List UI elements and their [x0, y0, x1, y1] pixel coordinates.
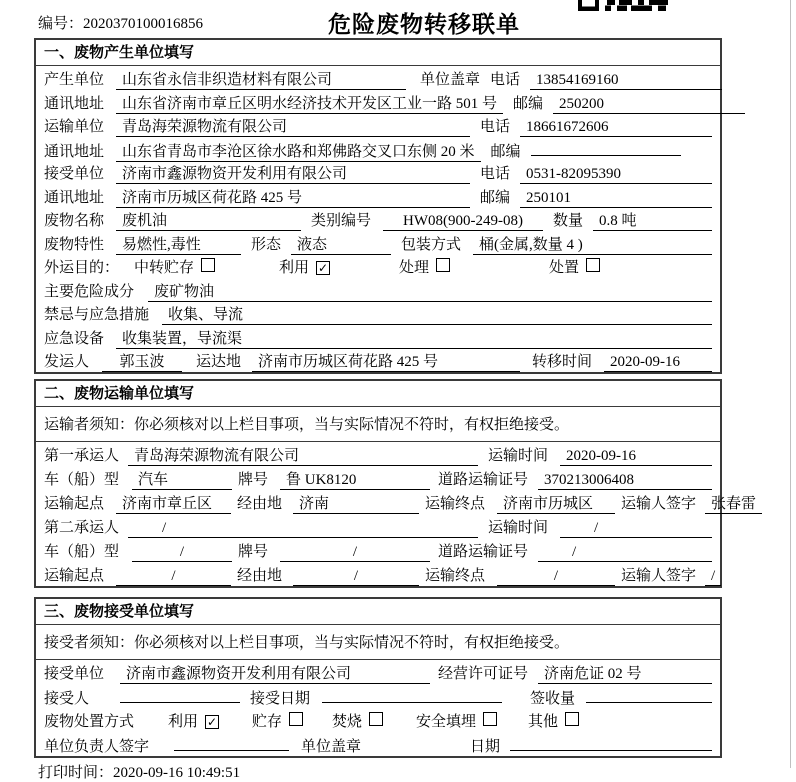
purpose-option-use — [279, 256, 399, 277]
waste-trait-label: 废物特性 — [44, 236, 105, 253]
via-label: 经由地 — [237, 495, 283, 512]
option-label: 贮存 — [252, 713, 283, 730]
transport-time-label: 运输时间 — [488, 447, 549, 464]
category-code-value: HW08(900-249-08) — [383, 213, 543, 231]
producer-phone-value: 13854169160 — [530, 72, 722, 90]
field-row-shipper — [36, 348, 720, 372]
quantity-value: 0.8 吨 — [593, 209, 712, 231]
transporter-unit-label: 运输单位 — [44, 119, 105, 135]
field-row-hazard-component — [36, 278, 720, 302]
phone-label: 电话 — [480, 166, 511, 182]
section-receiver — [34, 597, 722, 758]
transporter-unit-value: 青岛海荣源物流有限公司 — [116, 115, 470, 137]
date-label: 日期 — [470, 738, 501, 755]
second-carrier-value: / — [128, 520, 478, 538]
field-row-disposal-method — [36, 708, 720, 732]
purpose-option-storage — [134, 256, 279, 277]
print-time — [34, 758, 722, 782]
option-label: 利用 — [168, 713, 199, 730]
transport-time-label: 运输时间 — [488, 519, 549, 536]
disposal-method-label: 废物处置方式 — [44, 713, 135, 730]
option-label: 其他 — [528, 713, 559, 730]
field-row-carrier1 — [36, 442, 720, 466]
carrier-signature-value: 张春雷 — [705, 492, 762, 514]
via-value: / — [293, 568, 419, 586]
vehicle-type-value: / — [132, 544, 232, 562]
plate-number-value: 鲁 UK8120 — [280, 468, 430, 490]
packing-value: 桶(金属,数量 4 ) — [473, 233, 712, 255]
checkbox — [289, 712, 303, 726]
receive-person-label: 接受人 — [44, 690, 90, 707]
carrier-signature-value: / — [705, 568, 721, 586]
address-label: 通讯地址 — [44, 95, 105, 112]
road-permit-label: 道路运输证号 — [438, 543, 529, 560]
vehicle-type-label: 车（船）型 — [44, 471, 120, 488]
responsible-signature-label: 单位负责人签字 — [44, 738, 150, 755]
producer-zip-value: 250200 — [553, 96, 745, 114]
signed-amount-value — [586, 686, 712, 703]
signed-amount-label: 签收量 — [530, 690, 576, 707]
checkbox — [201, 258, 215, 272]
quantity-label: 数量 — [553, 213, 584, 229]
origin-value: 济南市章丘区 — [116, 492, 231, 514]
carrier-signature-label: 运输人签字 — [621, 567, 697, 584]
field-row-route1 — [36, 490, 757, 514]
address-label: 通讯地址 — [44, 143, 105, 160]
page-title: 危险废物转移联单 — [328, 11, 520, 37]
destination-value: 济南市历城区荷花路 425 号 — [252, 350, 520, 372]
serial-number — [38, 12, 203, 33]
field-row-transporter-address — [36, 137, 720, 161]
first-carrier-label: 第一承运人 — [44, 447, 120, 464]
transporter-phone-value: 18661672606 — [520, 119, 712, 137]
receiver-phone-value: 0531-82095390 — [520, 166, 712, 184]
endpoint-value: / — [497, 568, 615, 586]
transfer-time-value: 2020-09-16 — [604, 354, 712, 372]
hazard-component-label: 主要危险成分 — [44, 283, 135, 300]
disposal-option-other — [528, 710, 579, 731]
emergency-equipment-value: 收集装置，导流渠 — [116, 327, 712, 349]
option-label: 中转贮存 — [134, 260, 195, 276]
hazard-component-value: 废矿物油 — [148, 280, 712, 302]
field-row-receive-unit — [36, 660, 720, 684]
transfer-time-label: 转移时间 — [532, 354, 593, 370]
serial-value: 2020370100016856 — [83, 16, 204, 32]
checkbox-checked: ✓ — [317, 261, 329, 275]
receive-person-value — [120, 686, 240, 703]
field-row-receiver — [36, 160, 720, 184]
option-label: 安全填埋 — [416, 713, 477, 730]
transporter-zip-value — [531, 139, 681, 156]
road-permit-value: 370213006408 — [538, 472, 712, 490]
transport-time-value: / — [560, 520, 712, 538]
field-row-receive-person — [36, 684, 720, 708]
form-value: 液态 — [291, 233, 391, 255]
receive-date-value — [322, 686, 502, 703]
waste-trait-value: 易燃性,毒性 — [116, 233, 241, 255]
field-row-route2 — [36, 562, 720, 586]
section-producer — [34, 38, 722, 374]
receiver-address-value: 济南市历城区荷花路 425 号 — [116, 186, 470, 208]
checkbox-checked: ✓ — [206, 714, 218, 729]
producer-address-value: 山东省济南市章丘区明水经济技术开发区工业一路 501 号 — [116, 92, 503, 114]
unit-seal-label: 单位盖章 — [301, 738, 362, 755]
section2-title: 二、废物运输单位填写 — [36, 381, 720, 407]
taboo-measures-label: 禁忌与应急措施 — [44, 307, 150, 323]
unit-seal-label: 单位盖章 — [420, 72, 481, 88]
endpoint-label: 运输终点 — [425, 495, 486, 512]
shipper-value: 郭玉波 — [102, 350, 182, 372]
shipper-label: 发运人 — [44, 354, 90, 370]
waste-name-value: 废机油 — [116, 209, 301, 231]
field-row-carrier2 — [36, 514, 720, 538]
via-value: 济南 — [293, 492, 419, 514]
origin-label: 运输起点 — [44, 495, 105, 512]
receiver-unit-label: 接受单位 — [44, 166, 105, 182]
disposal-option-incinerate — [332, 710, 416, 731]
category-code-label: 类别编号 — [311, 213, 372, 229]
print-time-label: 打印时间： — [38, 764, 114, 781]
plate-number-label: 牌号 — [238, 471, 269, 488]
field-row-transfer-purpose — [36, 254, 720, 278]
field-row-waste-name — [36, 207, 720, 231]
option-label: 利用 — [279, 260, 310, 276]
road-permit-label: 道路运输证号 — [438, 471, 529, 488]
via-label: 经由地 — [237, 567, 283, 584]
plate-number-value: / — [280, 544, 430, 562]
serial-label: 编号： — [38, 16, 84, 32]
purpose-option-dispose — [549, 256, 600, 277]
receiver-unit-value: 济南市鑫源物资开发利用有限公司 — [116, 162, 470, 184]
field-row-transporter — [36, 113, 720, 137]
checkbox — [565, 712, 579, 726]
packing-label: 包装方式 — [401, 236, 462, 253]
field-row-vehicle2 — [36, 538, 720, 562]
purpose-label: 外运目的： — [44, 260, 120, 276]
zip-label: 邮编 — [490, 143, 521, 160]
purpose-option-treat — [399, 256, 549, 277]
producer-unit-value: 山东省永信非织造材料有限公司 — [116, 68, 406, 90]
zip-label: 邮编 — [480, 189, 511, 206]
responsible-signature-value — [174, 734, 289, 751]
section-transporter — [34, 379, 757, 588]
receive-unit-label: 接受单位 — [44, 665, 105, 682]
endpoint-label: 运输终点 — [425, 567, 486, 584]
vehicle-type-label: 车（船）型 — [44, 543, 120, 560]
qr-code-fragment — [578, 0, 670, 12]
taboo-measures-value: 收集、导流 — [162, 303, 712, 325]
transport-time-value: 2020-09-16 — [560, 448, 712, 466]
disposal-option-landfill — [416, 710, 528, 731]
field-row-receiver-address — [36, 184, 720, 208]
checkbox — [586, 258, 600, 272]
producer-unit-label: 产生单位 — [44, 72, 105, 88]
road-permit-value: / — [538, 544, 712, 562]
phone-label: 电话 — [480, 119, 511, 135]
carrier-signature-label: 运输人签字 — [621, 495, 697, 512]
business-permit-value: 济南危证 02 号 — [538, 662, 712, 684]
document-header — [34, 8, 722, 38]
receive-unit-value: 济南市鑫源物资开发利用有限公司 — [120, 662, 430, 684]
second-carrier-label: 第二承运人 — [44, 519, 120, 536]
receiver-zip-value: 250101 — [520, 190, 712, 208]
business-permit-label: 经营许可证号 — [438, 665, 529, 682]
field-row-producer — [36, 66, 720, 90]
vehicle-type-value: 汽车 — [132, 468, 232, 490]
transporter-notice: 运输者须知：你必须核对以上栏目事项，当与实际情况不符时，有权拒绝接受。 — [36, 407, 720, 442]
section1-title: 一、废物产生单位填写 — [36, 40, 720, 66]
print-time-value: 2020-09-16 10:49:51 — [113, 764, 241, 781]
endpoint-value: 济南市历城区 — [497, 492, 615, 514]
receiver-notice: 接受者须知：你必须核对以上栏目事项，当与实际情况不符时，有权拒绝接受。 — [36, 625, 720, 660]
option-label: 处理 — [399, 260, 430, 276]
address-label: 通讯地址 — [44, 189, 105, 206]
origin-value: / — [116, 568, 231, 586]
waste-name-label: 废物名称 — [44, 213, 105, 229]
checkbox — [369, 712, 383, 726]
phone-label: 电话 — [490, 72, 521, 88]
disposal-option-storage — [252, 710, 332, 731]
field-row-waste-trait — [36, 231, 720, 255]
destination-label: 运达地 — [196, 354, 242, 370]
emergency-equipment-label: 应急设备 — [44, 330, 105, 347]
field-row-responsible-signature — [36, 732, 720, 756]
origin-label: 运输起点 — [44, 567, 105, 584]
form-label: 形态 — [251, 236, 282, 253]
field-row-emergency-equipment — [36, 325, 720, 349]
receive-date-label: 接受日期 — [250, 690, 311, 707]
date-value — [510, 734, 712, 751]
checkbox — [436, 258, 450, 272]
field-row-producer-address — [36, 90, 720, 114]
page-edge-line — [790, 0, 791, 768]
field-row-taboo-measures — [36, 301, 720, 325]
field-row-vehicle1 — [36, 466, 720, 490]
checkbox — [483, 712, 497, 726]
option-label: 焚烧 — [332, 713, 363, 730]
transporter-address-value: 山东省青岛市李沧区徐水路和郑佛路交叉口东侧 20 米 — [116, 140, 481, 162]
option-label: 处置 — [549, 260, 580, 276]
disposal-option-use — [168, 710, 252, 731]
plate-number-label: 牌号 — [238, 543, 269, 560]
section3-title: 三、废物接受单位填写 — [36, 599, 720, 625]
first-carrier-value: 青岛海荣源物流有限公司 — [128, 444, 478, 466]
zip-label: 邮编 — [513, 95, 544, 112]
